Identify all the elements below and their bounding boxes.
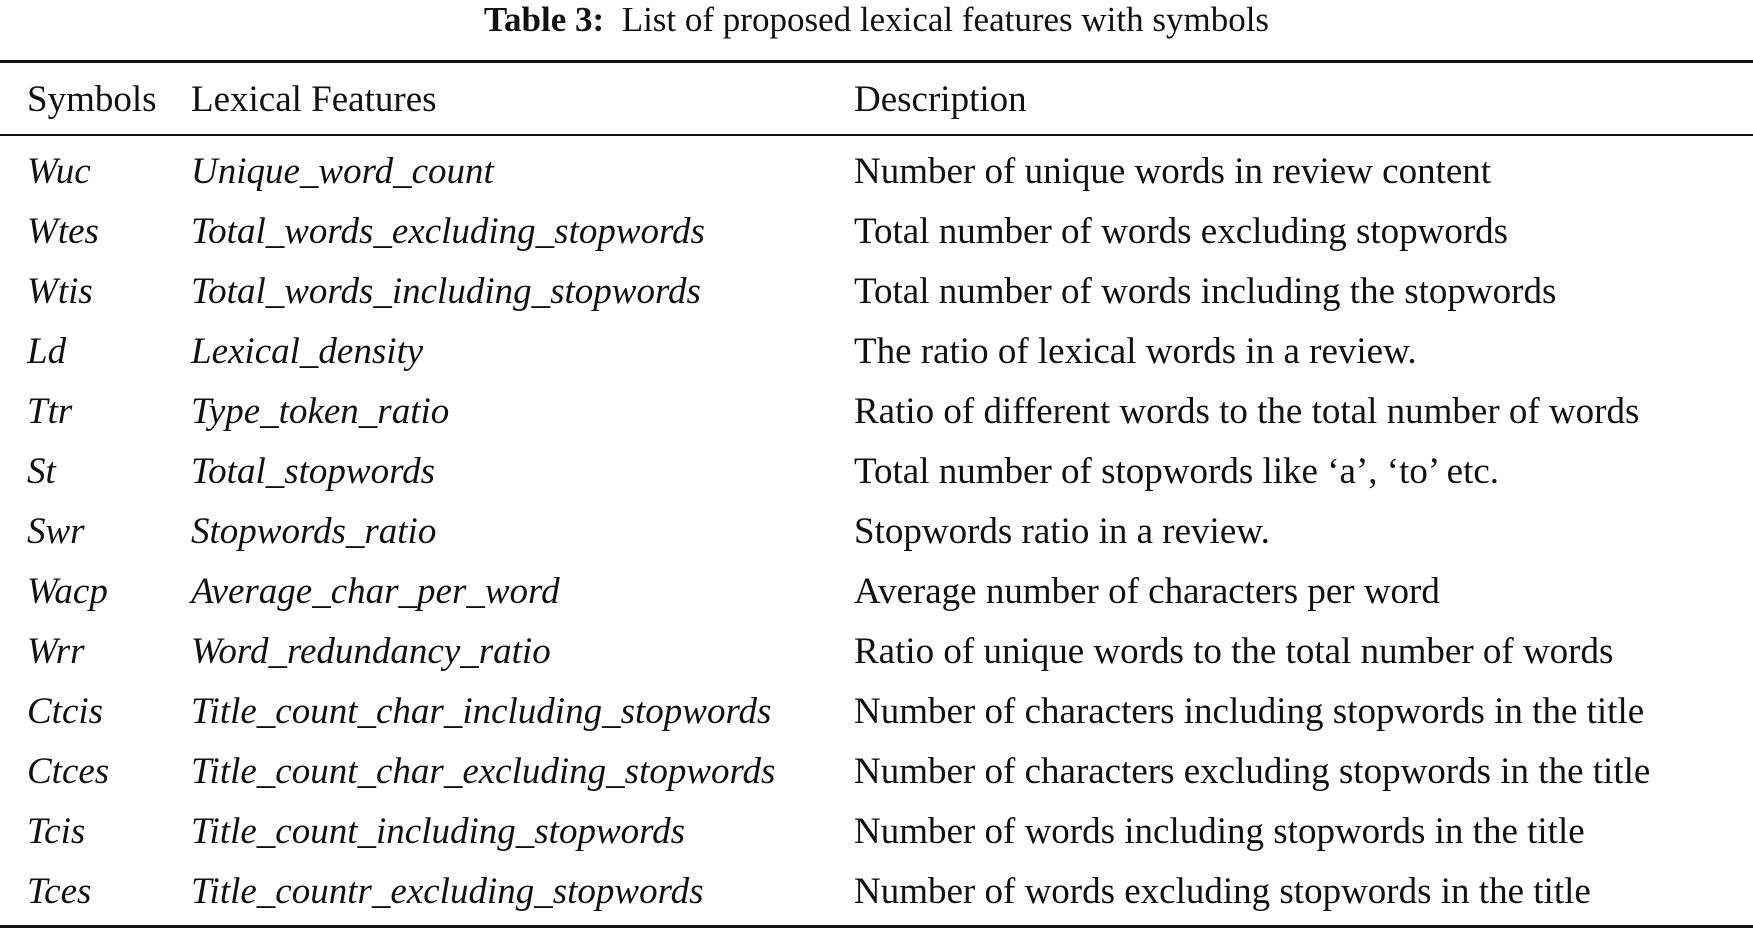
symbol-cell: Wtes xyxy=(27,210,99,252)
symbol-cell: Wrr xyxy=(27,630,85,672)
table-row xyxy=(0,141,1753,201)
symbol-cell: Ctcis xyxy=(27,690,104,732)
description-cell: Ratio of different words to the total number of words xyxy=(854,390,1640,432)
symbol-cell: St xyxy=(27,450,56,492)
table-row xyxy=(0,621,1753,681)
symbol-cell: Ctces xyxy=(27,750,110,792)
description-cell: Total number of words excluding stopwords xyxy=(854,210,1509,252)
feature-cell: Total_words_including_stopwords xyxy=(191,270,701,312)
table-row xyxy=(0,561,1753,621)
description-cell: Total number of stopwords like ‘a’, ‘to’ etc. xyxy=(854,450,1500,492)
table-row xyxy=(0,801,1753,861)
column-header-lexical-features: Lexical Features xyxy=(191,78,437,120)
feature-cell: Title_count_char_excluding_stopwords xyxy=(191,750,776,792)
symbol-cell: Tces xyxy=(27,870,92,912)
symbol-cell: Tcis xyxy=(27,810,86,852)
table-row xyxy=(0,861,1753,921)
feature-cell: Title_count_char_including_stopwords xyxy=(191,690,772,732)
table-row xyxy=(0,201,1753,261)
symbol-cell: Ttr xyxy=(27,390,73,432)
table-header-rule xyxy=(0,134,1753,136)
description-cell: Number of characters including stopwords in the title xyxy=(854,690,1645,732)
symbol-cell: Wacp xyxy=(27,570,108,612)
description-cell: Number of words excluding stopwords in the title xyxy=(854,870,1591,912)
symbol-cell: Wtis xyxy=(27,270,93,312)
symbol-cell: Swr xyxy=(27,510,85,552)
feature-cell: Type_token_ratio xyxy=(191,390,450,432)
table-row xyxy=(0,681,1753,741)
description-cell: Average number of characters per word xyxy=(854,570,1440,612)
symbol-cell: Wuc xyxy=(27,150,91,192)
table-caption-text: List of proposed lexical features with symbols xyxy=(621,0,1270,39)
feature-cell: Total_words_excluding_stopwords xyxy=(191,210,705,252)
description-cell: Total number of words including the stopwords xyxy=(854,270,1557,312)
description-cell: Number of characters excluding stopwords in the title xyxy=(854,750,1651,792)
table-bottom-rule xyxy=(0,925,1753,928)
table-body xyxy=(0,141,1753,921)
feature-cell: Word_redundancy_ratio xyxy=(191,630,551,672)
feature-cell: Lexical_density xyxy=(191,330,424,372)
table-row xyxy=(0,261,1753,321)
description-cell: Stopwords ratio in a review. xyxy=(854,510,1270,552)
symbol-cell: Ld xyxy=(27,330,67,372)
feature-cell: Total_stopwords xyxy=(191,450,436,492)
description-cell: The ratio of lexical words in a review. xyxy=(854,330,1417,372)
column-header-description: Description xyxy=(854,78,1027,120)
feature-cell: Average_char_per_word xyxy=(191,570,560,612)
table-caption-label: Table 3: xyxy=(483,0,605,39)
table-caption xyxy=(0,0,1753,40)
description-cell: Number of words including stopwords in the title xyxy=(854,810,1585,852)
feature-cell: Title_countr_excluding_stopwords xyxy=(191,870,704,912)
column-header-symbols: Symbols xyxy=(27,78,157,120)
table-row xyxy=(0,381,1753,441)
description-cell: Number of unique words in review content xyxy=(854,150,1492,192)
feature-cell: Unique_word_count xyxy=(191,150,494,192)
feature-cell: Title_count_including_stopwords xyxy=(191,810,686,852)
table-row xyxy=(0,501,1753,561)
table-row xyxy=(0,741,1753,801)
feature-cell: Stopwords_ratio xyxy=(191,510,437,552)
table-row xyxy=(0,441,1753,501)
table-row xyxy=(0,321,1753,381)
table-top-rule xyxy=(0,60,1753,63)
description-cell: Ratio of unique words to the total number of words xyxy=(854,630,1614,672)
